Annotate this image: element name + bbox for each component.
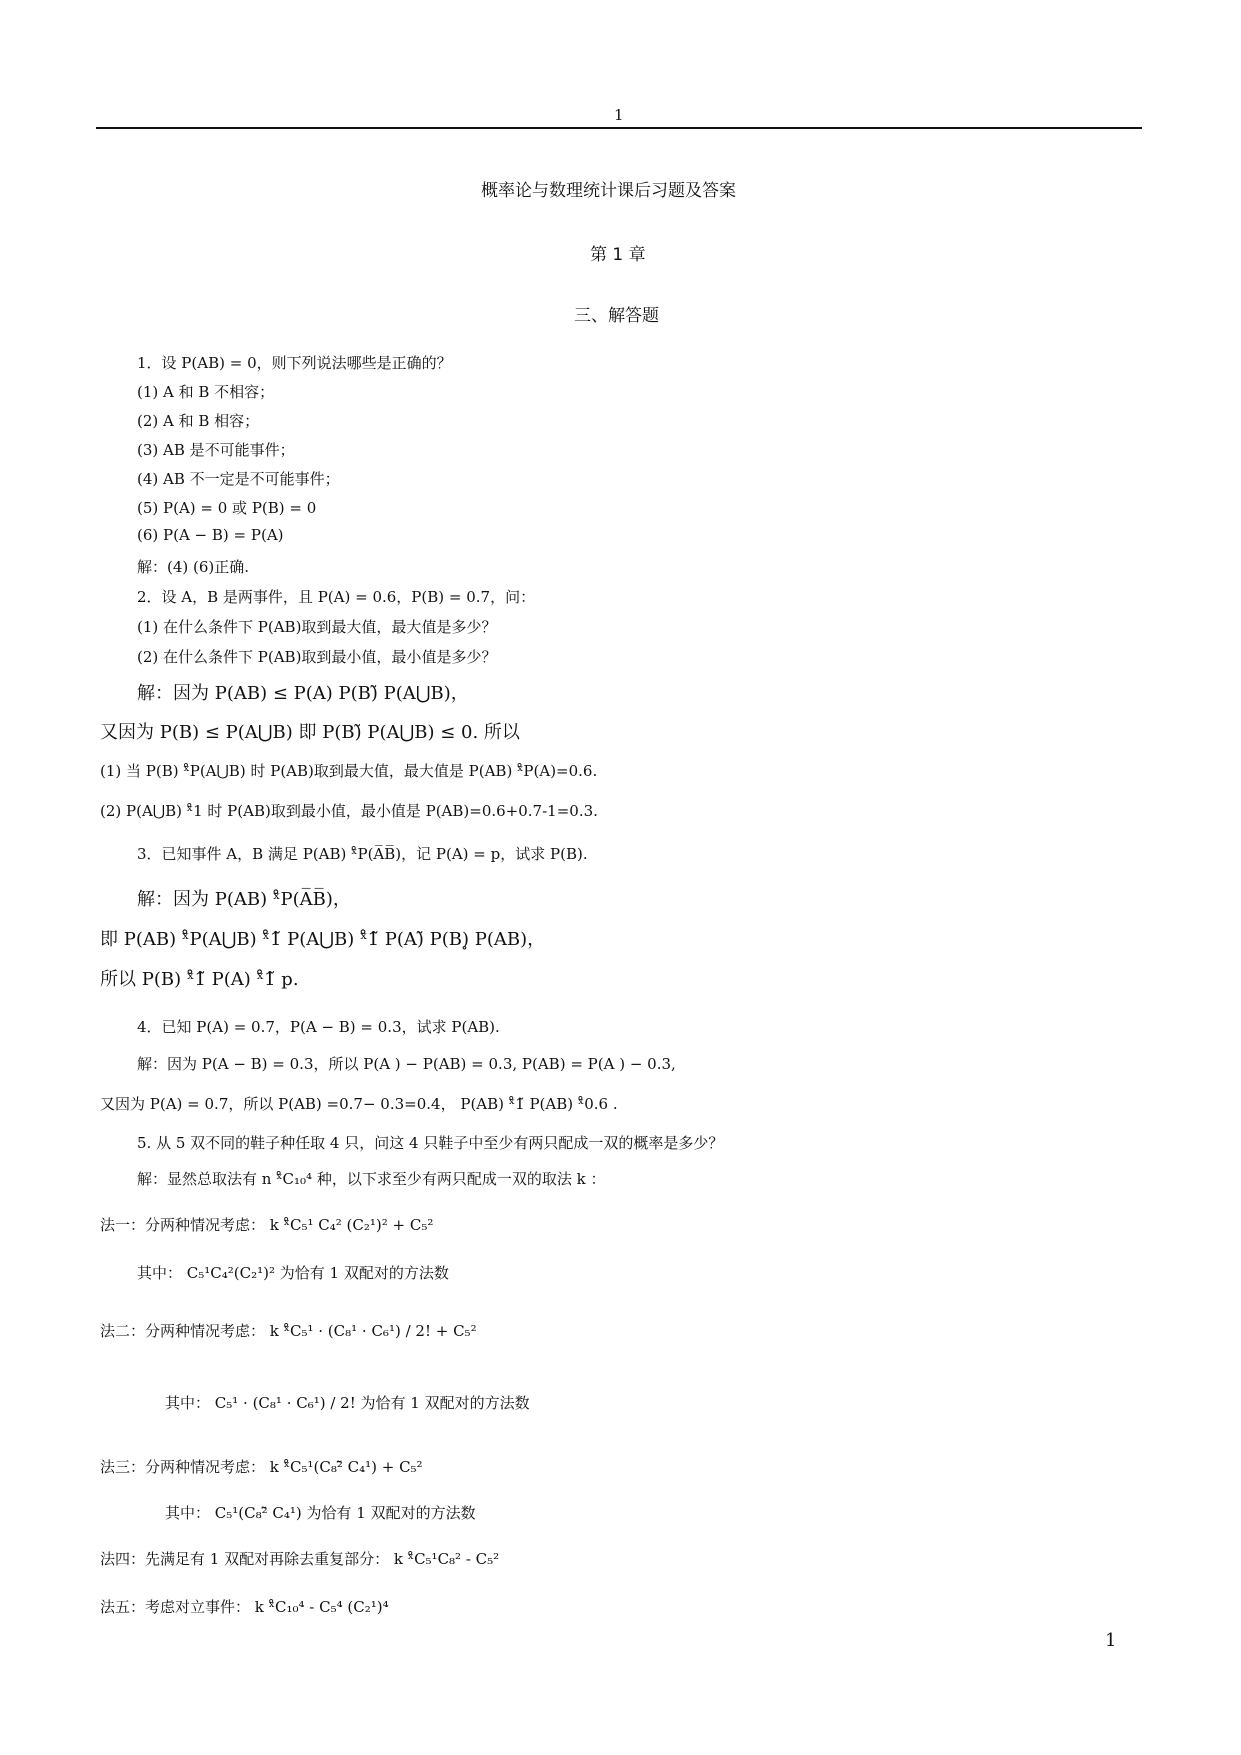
problem-1-option-6: (6) P(A − B) = P(A) [137, 526, 284, 544]
method-4: 法四：先满足有 1 双配对再除去重复部分： k ˣ̊C₅¹C₈² - C₅² [100, 1550, 500, 1568]
method-2: 法二：分两种情况考虑： k ˣ̊C₅¹ · (C₈¹ · C₆¹) / 2! + C₅² [100, 1322, 477, 1340]
problem-2-question-1: (1) 在什么条件下 P(AB)取到最大值，最大值是多少？ [137, 618, 497, 636]
document-title: 概率论与数理统计课后习题及答案 [481, 181, 736, 201]
problem-3-statement: 3．已知事件 A，B 满足 P(AB) ˣ̊P(A̅B̅)，记 P(A) = p，试求 P(B). [137, 845, 588, 863]
problem-2-solution-4: (2) P(A⋃B) ˣ̊1 时 P(AB)取到最小值，最小值是 P(AB)=0.6+0.7-1=0.3. [100, 802, 598, 820]
problem-1-option-2: (2) A 和 B 相容； [137, 412, 260, 430]
problem-5-statement: 5. 从 5 双不同的鞋子种任取 4 只，问这 4 只鞋子中至少有两只配成一双的概率是多少？ [137, 1134, 724, 1152]
problem-1-option-4: (4) AB 不一定是不可能事件； [137, 470, 340, 488]
problem-1-option-5: (5) P(A) = 0 或 P(B) = 0 [137, 499, 317, 517]
method-1: 法一：分两种情况考虑： k ˣ̊C₅¹ C₄² (C₂¹)² + C₅² [100, 1216, 434, 1234]
problem-4-solution-1: 解：因为 P(A − B) = 0.3，所以 P(A ) − P(AB) = 0.3, P(AB) = P(A ) − 0.3, [137, 1055, 676, 1073]
problem-2-solution-2: 又因为 P(B) ≤ P(A⋃B) 即 P(B)̃ P(A⋃B) ≤ 0. 所以 [100, 722, 520, 743]
method-3: 法三：分两种情况考虑： k ˣ̊C₅¹(C₈²̃ C₄¹) + C₅² [100, 1458, 423, 1476]
header-page-number: 1 [614, 106, 624, 124]
method-3-note: 其中： C₅¹(C₈²̃ C₄¹) 为恰有 1 双配对的方法数 [165, 1504, 476, 1522]
problem-4-statement: 4．已知 P(A) = 0.7，P(A − B) = 0.3，试求 P(AB). [137, 1018, 500, 1036]
method-2-note: 其中： C₅¹ · (C₈¹ · C₆¹) / 2! 为恰有 1 双配对的方法数 [165, 1394, 530, 1412]
problem-1-option-1: (1) A 和 B 不相容； [137, 383, 275, 401]
problem-1-option-3: (3) AB 是不可能事件； [137, 441, 295, 459]
footer-page-number: 1 [1105, 1630, 1117, 1651]
problem-3-solution-1: 解：因为 P(AB) ˣ̊P(A̅B̅)， [137, 889, 351, 910]
chapter-heading: 第 1 章 [590, 245, 646, 265]
problem-1-answer: 解：(4) (6)正确. [137, 558, 250, 576]
problem-5-solution-intro: 解：显然总取法有 n ˣ̊C₁₀⁴ 种，以下求至少有两只配成一双的取法 k ： [137, 1170, 606, 1188]
problem-2-solution-3: (1) 当 P(B) ˣ̊P(A⋃B) 时 P(AB)取到最大值，最大值是 P(AB) ˣ̊P(A)=0.6. [100, 762, 598, 780]
problem-2-statement: 2．设 A，B 是两事件，且 P(A) = 0.6，P(B) = 0.7，问： [137, 588, 536, 606]
method-1-note: 其中： C₅¹C₄²(C₂¹)² 为恰有 1 双配对的方法数 [137, 1264, 449, 1282]
problem-3-solution-2: 即 P(AB) ˣ̊P(A⋃B) ˣ̊1̃ P(A⋃B) ˣ̊1̃ P(A)̃ P(B)̥ P(AB)， [100, 929, 546, 950]
problem-1-statement: 1．设 P(AB) = 0，则下列说法哪些是正确的？ [137, 354, 452, 372]
problem-4-solution-2: 又因为 P(A) = 0.7，所以 P(AB) =0.7− 0.3=0.4， P(AB) ˣ̊1̃ P(AB) ˣ̊0.6 . [100, 1095, 618, 1113]
header-rule [96, 127, 1142, 129]
problem-2-solution-1: 解：因为 P(AB) ≤ P(A) P(B)̃ P(A⋃B)， [137, 683, 469, 704]
problem-3-solution-3: 所以 P(B) ˣ̊1̃ P(A) ˣ̊1̃ p. [100, 969, 299, 990]
problem-2-question-2: (2) 在什么条件下 P(AB)取到最小值，最小值是多少？ [137, 648, 497, 666]
method-5: 法五：考虑对立事件： k ˣ̊C₁₀⁴ - C₅⁴ (C₂¹)⁴ [100, 1598, 389, 1616]
section-heading: 三、解答题 [574, 306, 659, 326]
